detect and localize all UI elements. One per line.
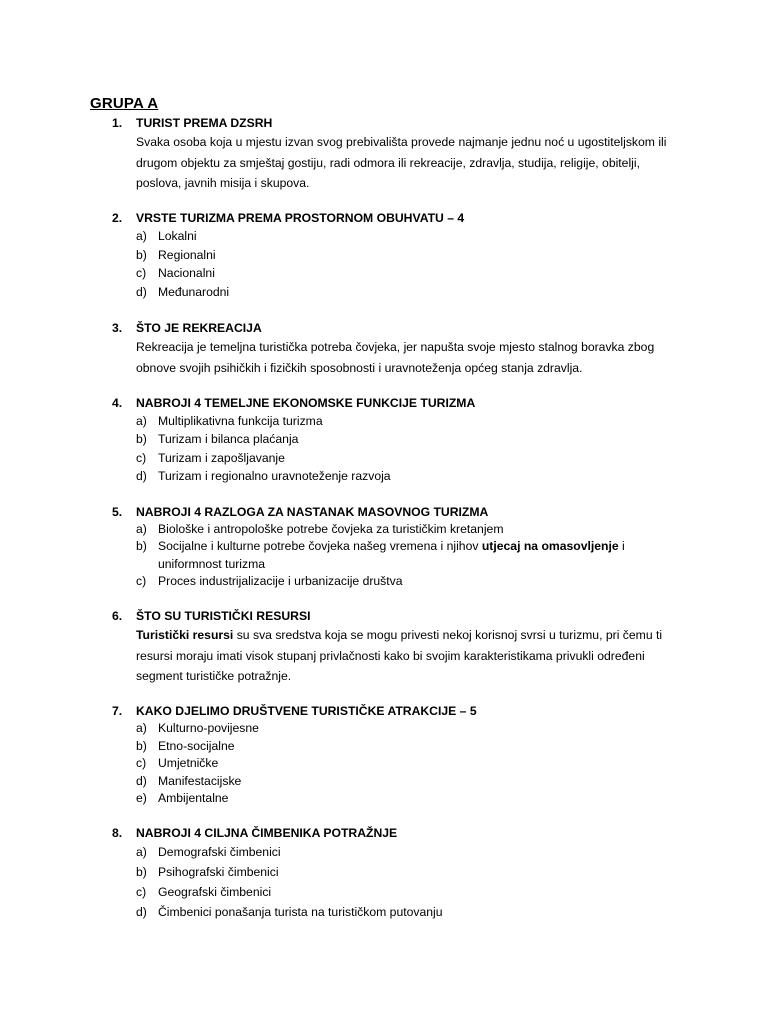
question-title: NABROJI 4 CILJNA ČIMBENIKA POTRAŽNJE (136, 826, 398, 840)
question-number: 3. (112, 321, 123, 335)
item-marker: c) (136, 266, 147, 281)
answer-list (136, 720, 682, 808)
item-marker: d) (136, 469, 147, 484)
answer-emphasis: Turistički resursi (136, 628, 234, 642)
list-item (136, 882, 682, 902)
answer-text: su sva sredstva koja se mogu privesti nekoj korisnoj svrsi u turizmu, pri čemu ti resursi moraju imati visok stupanj privlačnosti kako bi svojim karakteristikama privukli određeni segment turističke potražnje. (136, 628, 663, 683)
question-heading (112, 702, 682, 720)
list-item (136, 902, 682, 922)
question-1 (112, 114, 682, 194)
list-item (136, 467, 682, 485)
item-text: Manifestacijske (158, 773, 242, 788)
question-3 (112, 319, 682, 378)
question-heading (112, 209, 682, 227)
list-item (136, 720, 682, 738)
list-item (136, 573, 666, 590)
item-marker: b) (136, 539, 147, 554)
item-text: Biološke i antropološke potrebe čovjeka za turističkim kretanjem (158, 522, 504, 536)
question-heading (112, 319, 682, 337)
item-marker: b) (136, 247, 147, 262)
question-6 (112, 607, 682, 687)
item-emphasis: utjecaj na omasovljenje (481, 539, 619, 554)
item-text: Turizam i regionalno uravnoteženje razvoja (158, 469, 391, 484)
item-marker: e) (136, 791, 147, 805)
list-item (136, 246, 682, 265)
question-number: 1. (112, 116, 123, 130)
answer-paragraph: Rekreacija je temeljna turistička potreba čovjeka, jer napušta svoje mjesto stalnog boravka zbog obnove svojih psihičkih i fizičkih sposobnosti i uravnoteženja općeg stanja zdravlja. (136, 340, 655, 375)
item-marker: d) (136, 285, 147, 300)
item-marker: a) (136, 522, 147, 536)
item-text: Umjetničke (158, 756, 219, 770)
list-item (136, 755, 682, 773)
item-marker: c) (136, 450, 147, 465)
item-text: Geografski čimbenici (158, 885, 272, 899)
list-item (136, 738, 682, 756)
list-item (136, 283, 682, 302)
item-text: Nacionalni (158, 266, 215, 281)
answer-list (136, 412, 682, 486)
question-number: 7. (112, 704, 123, 718)
list-item (136, 842, 682, 862)
group-title: GRUPA A (90, 95, 159, 112)
list-item (136, 790, 682, 808)
answer-list (136, 227, 682, 302)
item-text: Čimbenici ponašanja turista na turističkom putovanju (158, 905, 443, 919)
item-text: Proces industrijalizacije i urbanizacije društva (158, 574, 403, 589)
list-item (136, 430, 682, 448)
question-7 (112, 702, 682, 808)
item-marker: a) (136, 721, 147, 735)
item-marker: d) (136, 773, 147, 788)
question-number: 8. (112, 826, 123, 840)
question-number: 2. (112, 211, 123, 225)
item-marker: a) (136, 845, 147, 859)
item-text: Psihografski čimbenici (158, 865, 279, 879)
item-marker: a) (136, 414, 147, 428)
answer-list (136, 842, 682, 922)
item-text: Ambijentalne (158, 791, 229, 805)
question-title: TURIST PREMA DZSRH (136, 116, 273, 130)
question-8 (112, 824, 682, 922)
item-text: Socijalne i kulturne potrebe čovjeka našeg vremena i njihov (158, 539, 482, 554)
question-title: KAKO DJELIMO DRUŠTVENE TURISTIČKE ATRAKCIJE – 5 (136, 704, 477, 718)
question-5 (112, 503, 682, 591)
item-marker: b) (136, 432, 147, 447)
question-title: NABROJI 4 RAZLOGA ZA NASTANAK MASOVNOG TURIZMA (136, 505, 489, 519)
question-2 (112, 209, 682, 302)
item-text: Demografski čimbenici (158, 845, 281, 859)
item-marker: a) (136, 229, 147, 243)
item-text: Međunarodni (158, 285, 230, 300)
item-text: Turizam i zapošljavanje (158, 450, 285, 465)
question-heading (112, 114, 682, 132)
item-marker: c) (136, 756, 147, 770)
item-text: Kulturno-povijesne (158, 721, 259, 735)
item-text: Etno-socijalne (158, 738, 235, 753)
list-item (136, 862, 682, 882)
list-item (136, 773, 682, 791)
question-heading (112, 824, 682, 842)
question-heading (112, 607, 682, 625)
question-4 (112, 394, 682, 486)
item-marker: d) (136, 905, 147, 919)
question-heading (112, 394, 682, 412)
question-number: 6. (112, 609, 123, 623)
question-number: 5. (112, 505, 123, 519)
item-text: Lokalni (158, 229, 197, 243)
question-title: NABROJI 4 TEMELJNE EKONOMSKE FUNKCIJE TURIZMA (136, 396, 476, 410)
list-item (136, 538, 666, 573)
list-item (136, 412, 682, 430)
list-item (136, 521, 666, 538)
question-title: VRSTE TURIZMA PREMA PROSTORNOM OBUHVATU – 4 (136, 211, 465, 225)
question-title: ŠTO SU TURISTIČKI RESURSI (136, 609, 311, 623)
item-marker: c) (136, 574, 147, 589)
list-item (136, 264, 682, 283)
item-marker: c) (136, 885, 147, 899)
answer-paragraph: Svaka osoba koja u mjestu izvan svog prebivališta provede najmanje jednu noć u ugostiteljskom ili drugom objektu za smještaj gostiju, radi odmora ili rekreacije, zdravlja, studija, religije, obitelji, poslova, javnih misija i skupova. (136, 135, 667, 190)
answer-paragraph (136, 625, 682, 687)
item-text: Turizam i bilanca plaćanja (158, 432, 299, 447)
question-number: 4. (112, 396, 123, 410)
item-text: Multiplikativna funkcija turizma (158, 414, 323, 428)
question-title: ŠTO JE REKREACIJA (136, 321, 262, 335)
item-text: Regionalni (158, 247, 216, 262)
item-marker: b) (136, 865, 147, 879)
answer-list (136, 521, 666, 591)
item-marker: b) (136, 738, 147, 753)
question-heading (112, 503, 682, 521)
item-text-continued: i uniformnost turizma (158, 539, 625, 571)
list-item (136, 449, 682, 467)
list-item (136, 227, 682, 246)
